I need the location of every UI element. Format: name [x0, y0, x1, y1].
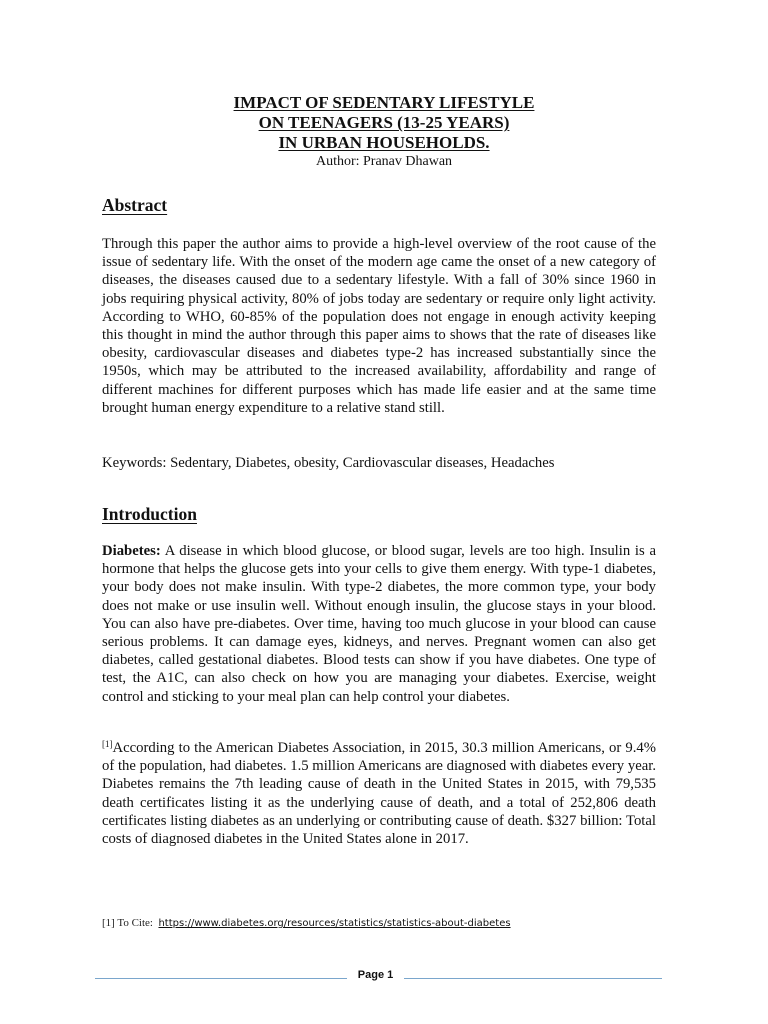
page-number: Page 1 [357, 969, 394, 981]
statistics-paragraph [102, 739, 656, 848]
title-line-1: IMPACT OF SEDENTARY LIFESTYLE [233, 93, 535, 112]
diabetes-label: Diabetes: [102, 543, 161, 559]
statistics-text: According to the American Diabetes Association, in 2015, 30.3 million Americans, or 9.4% of the population, had diabetes. 1.5 million Americans are diagnosed with diabetes every year. Diabetes remains the 7th leading cause of death in the United States in 2015, with 79,535 death certificates listing it as the underlying cause of death, and a total of 252,806 death certificates listing diabetes as an underlying or contributing cause of death. $327 billion: Total costs of diagnosed diabetes in the United States alone in 2017. [102, 740, 656, 848]
footer-rule-right [404, 978, 662, 979]
citation-marker[interactable]: [1] [102, 739, 113, 749]
title-line-3: IN URBAN HOUSEHOLDS. [278, 133, 490, 152]
paper-title-block [0, 93, 768, 170]
diabetes-paragraph [102, 542, 656, 706]
footnote-label: [1] To Cite: [102, 917, 153, 929]
diabetes-text: A disease in which blood glucose, or blood sugar, levels are too high. Insulin is a hormone that helps the glucose gets into your cells to give them energy. With type-1 diabetes, your body does not make insulin. With type-2 diabetes, the more common type, your body does not make or use insulin well. Without enough insulin, the glucose stays in your blood. You can also have pre-diabetes. Over time, having too much glucose in your blood can cause serious problems. It can damage eyes, kidneys, and nerves. Pregnant women can also get diabetes, called gestational diabetes. Blood tests can show if you have diabetes. One type of test, the A1C, can also check on how you are managing your diabetes. Exercise, weight control and sticking to your meal plan can help control your diabetes. [102, 543, 656, 705]
introduction-heading: Introduction [102, 504, 197, 524]
keywords-line: Keywords: Sedentary, Diabetes, obesity, Cardiovascular diseases, Headaches [102, 455, 555, 471]
abstract-paragraph: Through this paper the author aims to provide a high-level overview of the root cause of the issue of sedentary life. With the onset of the modern age came the onset of a new category of diseases, the diseases caused due to a sedentary lifestyle. With a fall of 30% since 1960 in jobs requiring physical activity, 80% of jobs today are sedentary or require only light activity. According to WHO, 60-85% of the population does not engage in enough activity keeping this thought in mind the author through this paper aims to shows that the rate of diseases like obesity, cardiovascular diseases and diabetes type-2 has increased substantially since the 1950s, which may be attributed to the increased availability, affordability and range of different machines for different purposes which has made life easier and at the same time brought human energy expenditure to a relative stand still. [102, 236, 656, 416]
footnote-link[interactable]: https://www.diabetes.org/resources/statistics/statistics-about-diabetes [158, 918, 511, 929]
abstract-heading: Abstract [102, 195, 168, 215]
author-line: Author: Pranav Dhawan [315, 154, 453, 169]
title-line-2: ON TEENAGERS (13-25 YEARS) [258, 113, 510, 132]
footnote [102, 917, 511, 929]
footer-rule-left [95, 978, 347, 979]
